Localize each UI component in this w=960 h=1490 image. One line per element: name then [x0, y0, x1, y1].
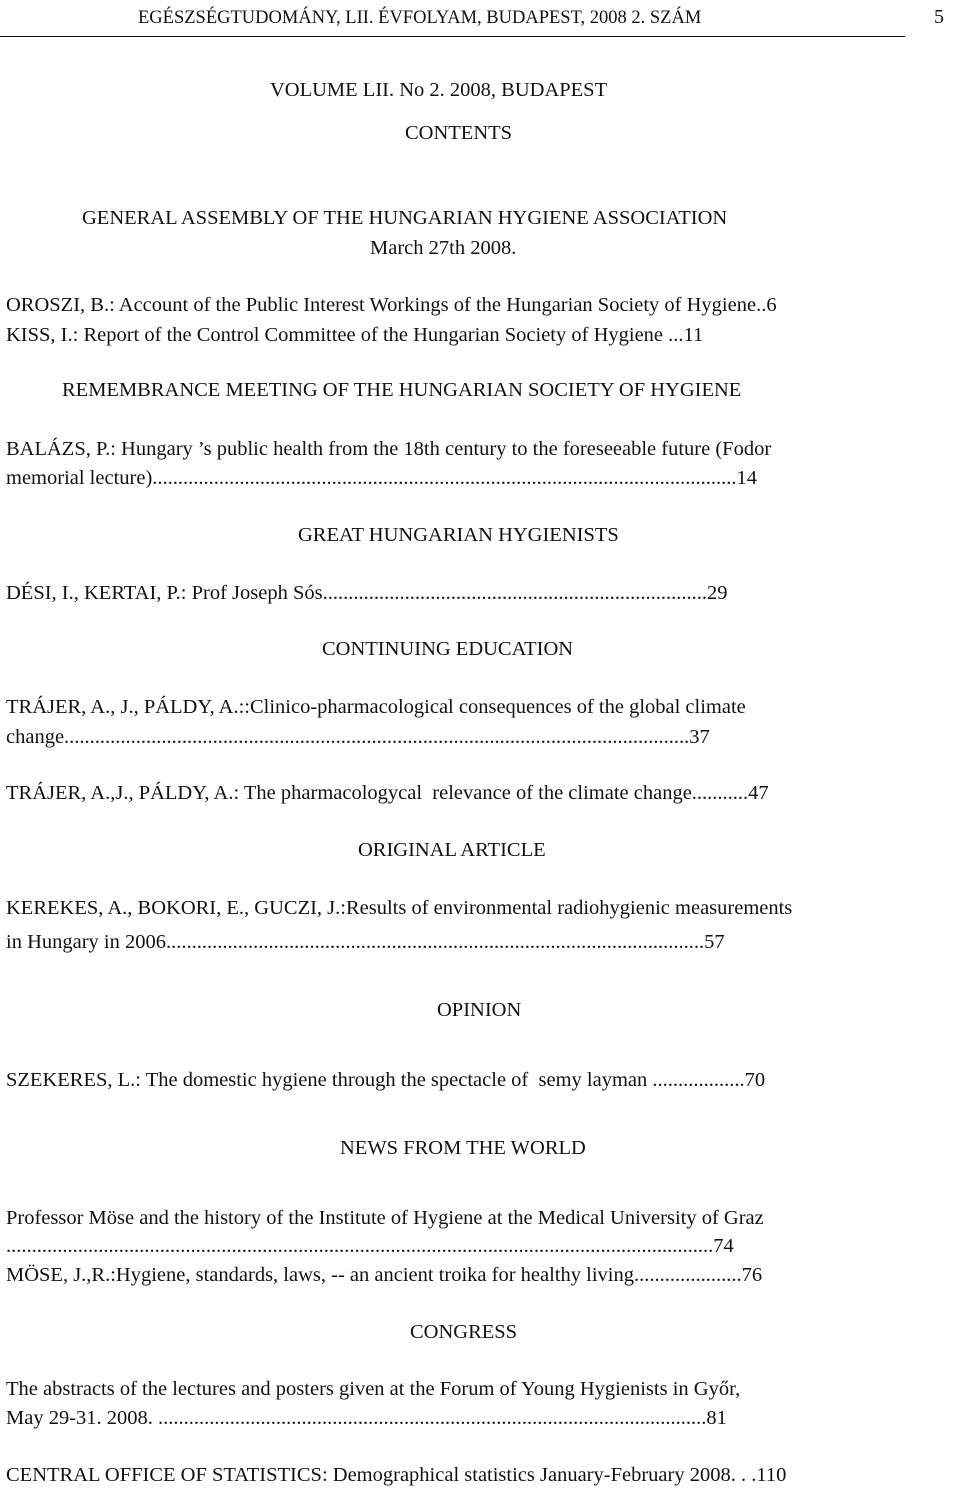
toc-entry-oroszi[interactable]: OROSZI, B.: Account of the Public Interest Workings of the Hungarian Society of Hygiene..6 — [6, 294, 777, 316]
running-title: EGÉSZSÉGTUDOMÁNY, LII. ÉVFOLYAM, BUDAPEST, 2008 2. SZÁM — [138, 8, 702, 28]
toc-entry-mose-troika[interactable]: MÖSE, J.,R.:Hygiene, standards, laws, -- an ancient troika for healthy living.....................76 — [6, 1264, 763, 1286]
toc-entry-kerekes-line2[interactable]: in Hungary in 2006.........................................................................................................57 — [6, 931, 725, 953]
toc-entry-central-office-statistics[interactable]: CENTRAL OFFICE OF STATISTICS: Demographical statistics January-February 2008. . .110 — [6, 1464, 787, 1486]
section-subheading-date: March 27th 2008. — [370, 237, 517, 259]
toc-entry-desi[interactable]: DÉSI, I., KERTAI, P.: Prof Joseph Sós...........................................................................29 — [6, 582, 728, 604]
section-heading-general-assembly: GENERAL ASSEMBLY OF THE HUNGARIAN HYGIENE ASSOCIATION — [82, 207, 728, 229]
contents-heading: CONTENTS — [405, 122, 513, 144]
toc-entry-kerekes-line1[interactable]: KEREKES, A., BOKORI, E., GUCZI, J.:Results of environmental radiohygienic measurements — [6, 897, 793, 919]
section-heading-remembrance: REMEMBRANCE MEETING OF THE HUNGARIAN SOCIETY OF HYGIENE — [62, 379, 742, 401]
section-heading-great-hygienists: GREAT HUNGARIAN HYGIENISTS — [298, 524, 619, 546]
toc-entry-abstracts-line1[interactable]: The abstracts of the lectures and posters given at the Forum of Young Hygienists in Győr, — [6, 1378, 741, 1400]
toc-entry-trajer-2[interactable]: TRÁJER, A.,J., PÁLDY, A.: The pharmacologycal relevance of the climate change...........47 — [6, 782, 769, 804]
page-number: 5 — [934, 6, 944, 28]
toc-entry-trajer-1-line2[interactable]: change..........................................................................................................................37 — [6, 726, 710, 748]
header-rule — [0, 36, 905, 37]
section-heading-opinion: OPINION — [437, 999, 522, 1021]
toc-entry-abstracts-line2[interactable]: May 29-31. 2008. ...........................................................................................................81 — [6, 1407, 727, 1429]
toc-entry-trajer-1-line1[interactable]: TRÁJER, A., J., PÁLDY, A.::Clinico-pharmacological consequences of the global climate — [6, 696, 746, 718]
toc-entry-mose-history-line2[interactable]: ..........................................................................................................................................74 — [6, 1235, 734, 1257]
section-heading-congress: CONGRESS — [410, 1321, 518, 1343]
section-heading-original-article: ORIGINAL ARTICLE — [358, 839, 546, 861]
toc-entry-mose-history-line1[interactable]: Professor Möse and the history of the Institute of Hygiene at the Medical University of Graz — [6, 1207, 764, 1229]
toc-entry-szekeres[interactable]: SZEKERES, L.: The domestic hygiene through the spectacle of semy layman ..................70 — [6, 1069, 766, 1091]
section-heading-news-from-the-world: NEWS FROM THE WORLD — [340, 1137, 586, 1159]
section-heading-continuing-education: CONTINUING EDUCATION — [322, 638, 574, 660]
volume-line: VOLUME LII. No 2. 2008, BUDAPEST — [270, 79, 608, 101]
toc-entry-balazs-line1[interactable]: BALÁZS, P.: Hungary ’s public health from the 18th century to the foreseeable future (Fodor — [6, 438, 772, 460]
toc-entry-kiss[interactable]: KISS, I.: Report of the Control Committee of the Hungarian Society of Hygiene ...11 — [6, 324, 704, 346]
toc-entry-balazs-line2[interactable]: memorial lecture)..................................................................................................................14 — [6, 467, 758, 489]
